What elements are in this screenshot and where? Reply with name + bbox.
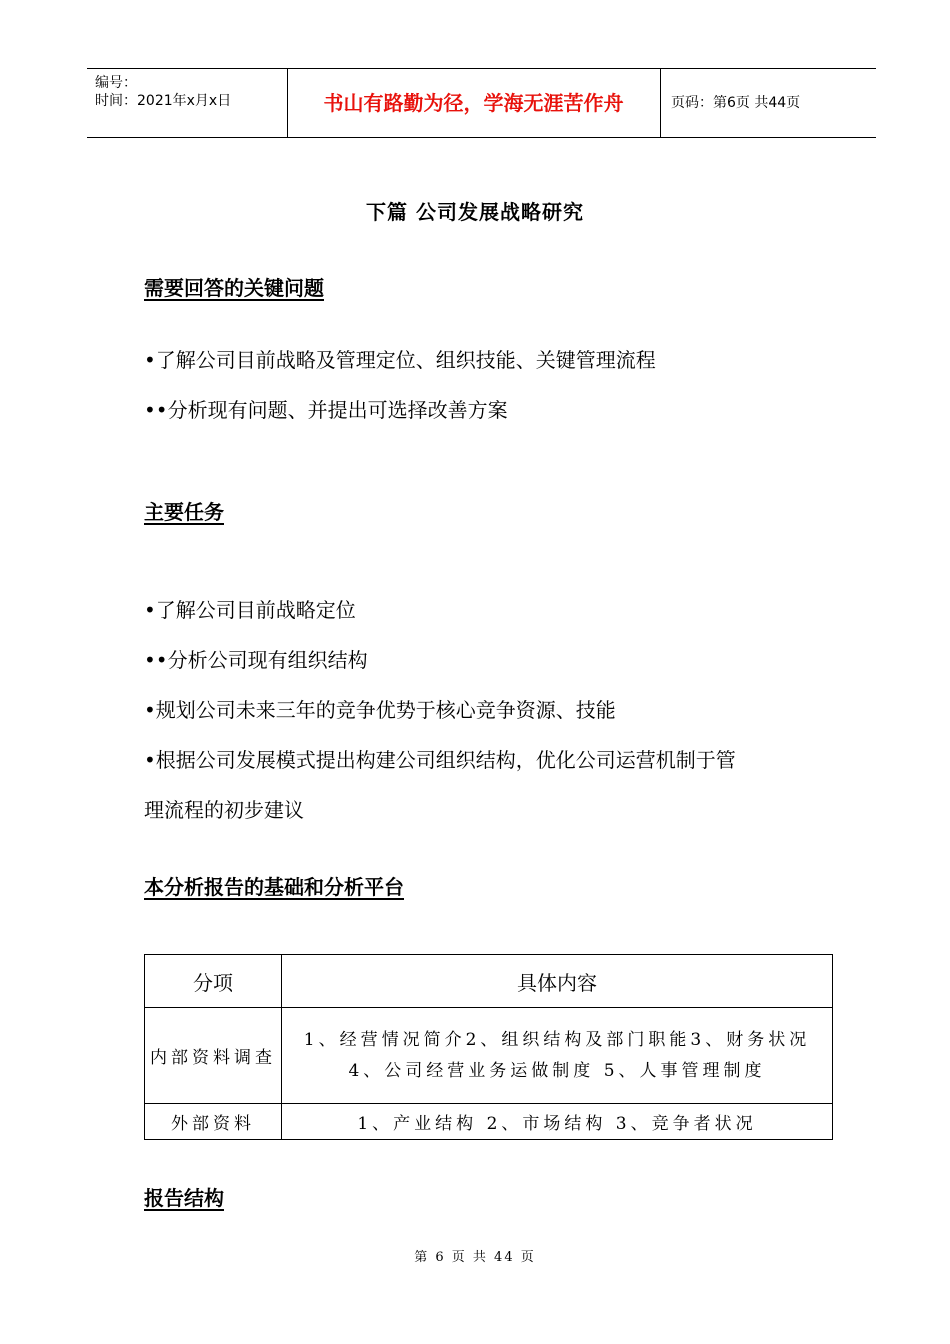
list-item: •了解公司目前战略及管理定位、组织技能、关键管理流程 xyxy=(144,348,656,372)
section-heading-report-structure: 报告结构 xyxy=(144,1186,224,1210)
list-item: •规划公司未来三年的竞争优势于核心竞争资源、技能 xyxy=(144,698,616,722)
list-item: ••分析现有问题、并提出可选择改善方案 xyxy=(144,398,508,422)
list-item-continuation: 理流程的初步建议 xyxy=(144,798,304,822)
header-meta xyxy=(87,69,288,137)
time-label: 时间：2021年x月x日 xyxy=(95,93,232,109)
table-row xyxy=(145,1104,832,1139)
section-heading-key-questions: 需要回答的关键问题 xyxy=(144,276,324,300)
list-item: ••分析公司现有组织结构 xyxy=(144,648,368,672)
section-heading-analysis-platform: 本分析报告的基础和分析平台 xyxy=(144,875,404,899)
table-cell-item: 外部资料 xyxy=(145,1104,282,1139)
table-cell-line: 1、经营情况简介2、组织结构及部门职能3、财务状况 xyxy=(303,1029,811,1050)
table-header-cell: 分项 xyxy=(145,955,282,1007)
table-cell-line: 4、公司经营业务运做制度 5、人事管理制度 xyxy=(348,1060,766,1081)
document-header xyxy=(87,68,876,138)
table-cell-content: 1、产业结构 2、市场结构 3、竞争者状况 xyxy=(357,1114,757,1134)
table-row xyxy=(145,1008,832,1104)
list-item: •根据公司发展模式提出构建公司组织结构，优化公司运营机制于管 xyxy=(144,748,736,772)
table-header-cell: 具体内容 xyxy=(517,970,597,995)
list-item: •了解公司目前战略定位 xyxy=(144,598,356,622)
table-header-row xyxy=(145,955,832,1008)
table-cell-content xyxy=(282,1008,832,1103)
header-motto: 书山有路勤为径，学海无涯苦作舟 xyxy=(287,69,661,137)
section-heading-main-tasks: 主要任务 xyxy=(144,500,224,524)
header-page-info: 页码：第6页 共44页 xyxy=(671,95,801,111)
page-footer: 第 6 页 共 44 页 xyxy=(414,1250,536,1265)
analysis-table xyxy=(144,954,833,1140)
table-cell-item: 内部资料调查 xyxy=(145,1008,282,1103)
page-title: 下篇 公司发展战略研究 xyxy=(366,200,584,224)
number-label: 编号： xyxy=(95,75,137,91)
